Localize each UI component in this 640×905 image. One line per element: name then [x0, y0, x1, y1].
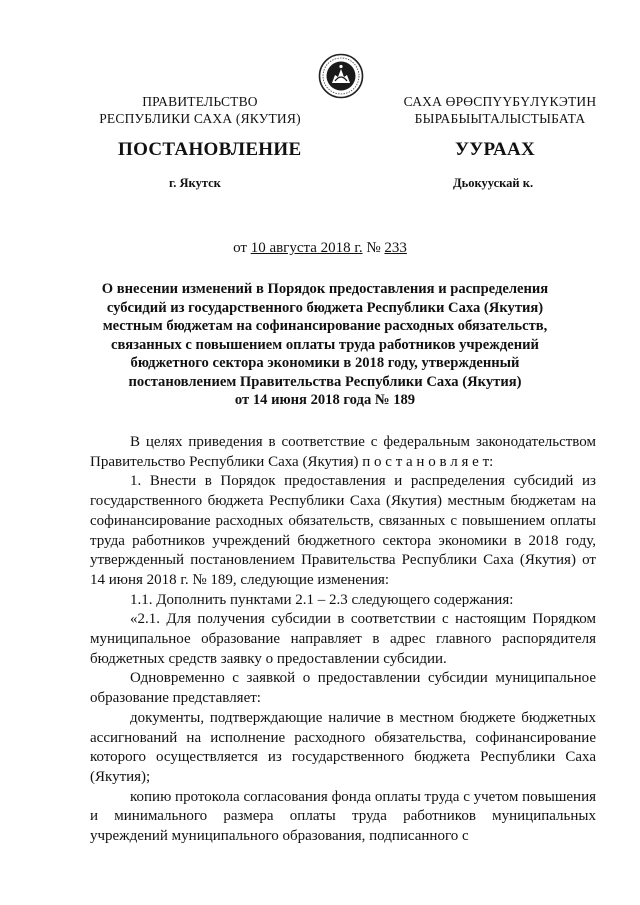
- document-number: 233: [384, 240, 407, 256]
- header-right-block: [395, 93, 605, 127]
- clause-2-1: «2.1. Для получения субсидии в соответствии с настоящим Порядком муниципальное образование направляет в адрес главного распорядителя бюджетных средств заявку о предоставлении субсидии.: [90, 611, 596, 667]
- city-sakha: Дьокуускай к.: [453, 176, 534, 190]
- doc-type-ru: ПОСТАНОВЛЕНИЕ: [118, 139, 302, 160]
- clause-paragraph: копию протокола согласования фонда оплаты труда с учетом повышения и минимального размера оплаты труда работников муниципальных учреждений муниципального образования, подписанного с: [90, 788, 596, 845]
- coat-of-arms-icon: [318, 53, 364, 99]
- clause-paragraph: Одновременно с заявкой о предоставлении субсидии муниципальное образование представляет:: [90, 670, 596, 707]
- document-body: [90, 433, 596, 847]
- date-value: 10 августа 2018 г.: [250, 240, 363, 256]
- title-line: субсидий из государственного бюджета Республики Саха (Якутия): [106, 299, 544, 316]
- header-left-line2: РЕСПУБЛИКИ САХА (ЯКУТИЯ): [99, 111, 301, 126]
- title-line: бюджетного сектора экономики в 2018 году, утвержденный: [130, 355, 520, 371]
- doc-type-sakha: УУРААХ: [455, 139, 536, 160]
- document-title: [100, 280, 550, 410]
- clause-1: 1. Внести в Порядок предоставления и распределения субсидий из государственного бюджета Республики Саха (Якутия) местным бюджетам на софинансирование расходных обязательств, связанных с повышением оплаты труда работников учреждений бюджетного сектора экономики в 2018 году, утвержденный постановлением Правительства Республики Саха (Якутия) от 14 июня 2018 г. № 189, следующие изменения:: [90, 473, 596, 588]
- preamble-text: В целях приведения в соответствие с федеральным законодательством: [130, 434, 596, 450]
- title-line: постановлением Правительства Республики Саха (Якутия): [128, 373, 522, 390]
- preamble-subject: Правительство Республики Саха (Якутия): [90, 453, 359, 470]
- clause-paragraph: документы, подтверждающие наличие в местном бюджете бюджетных ассигнований на исполнение расходного обязательства, софинансирование которого осуществляется из государственного бюджета Республики Саха (Якутия);: [90, 709, 596, 785]
- title-line: О внесении изменений в Порядок предоставления и распределения: [101, 281, 549, 297]
- header-left-line1: ПРАВИТЕЛЬСТВО: [142, 94, 258, 109]
- clause-1-1: 1.1. Дополнить пунктами 2.1 – 2.3 следующего содержания:: [130, 591, 514, 608]
- title-line: местным бюджетам на софинансирование расходных обязательств,: [102, 318, 548, 334]
- number-sign: №: [366, 240, 381, 256]
- title-line: от 14 июня 2018 года № 189: [234, 392, 416, 408]
- date-prefix: от: [233, 240, 247, 256]
- header-right-line1: САХА ӨРӨСПҮҮБҮЛҮКЭТИН: [403, 94, 597, 109]
- preamble-decree-word: п о с т а н о в л я е т:: [362, 453, 494, 470]
- preamble-paragraph: [90, 433, 596, 472]
- title-line: связанных с повышением оплаты труда работников учреждений: [111, 336, 539, 353]
- header-right-line2: БЫРАБЫЫТАЛЫСТЫБАТА: [414, 111, 586, 126]
- city-ru: г. Якутск: [169, 176, 221, 190]
- date-line: [0, 240, 640, 257]
- header-left-block: [95, 93, 305, 127]
